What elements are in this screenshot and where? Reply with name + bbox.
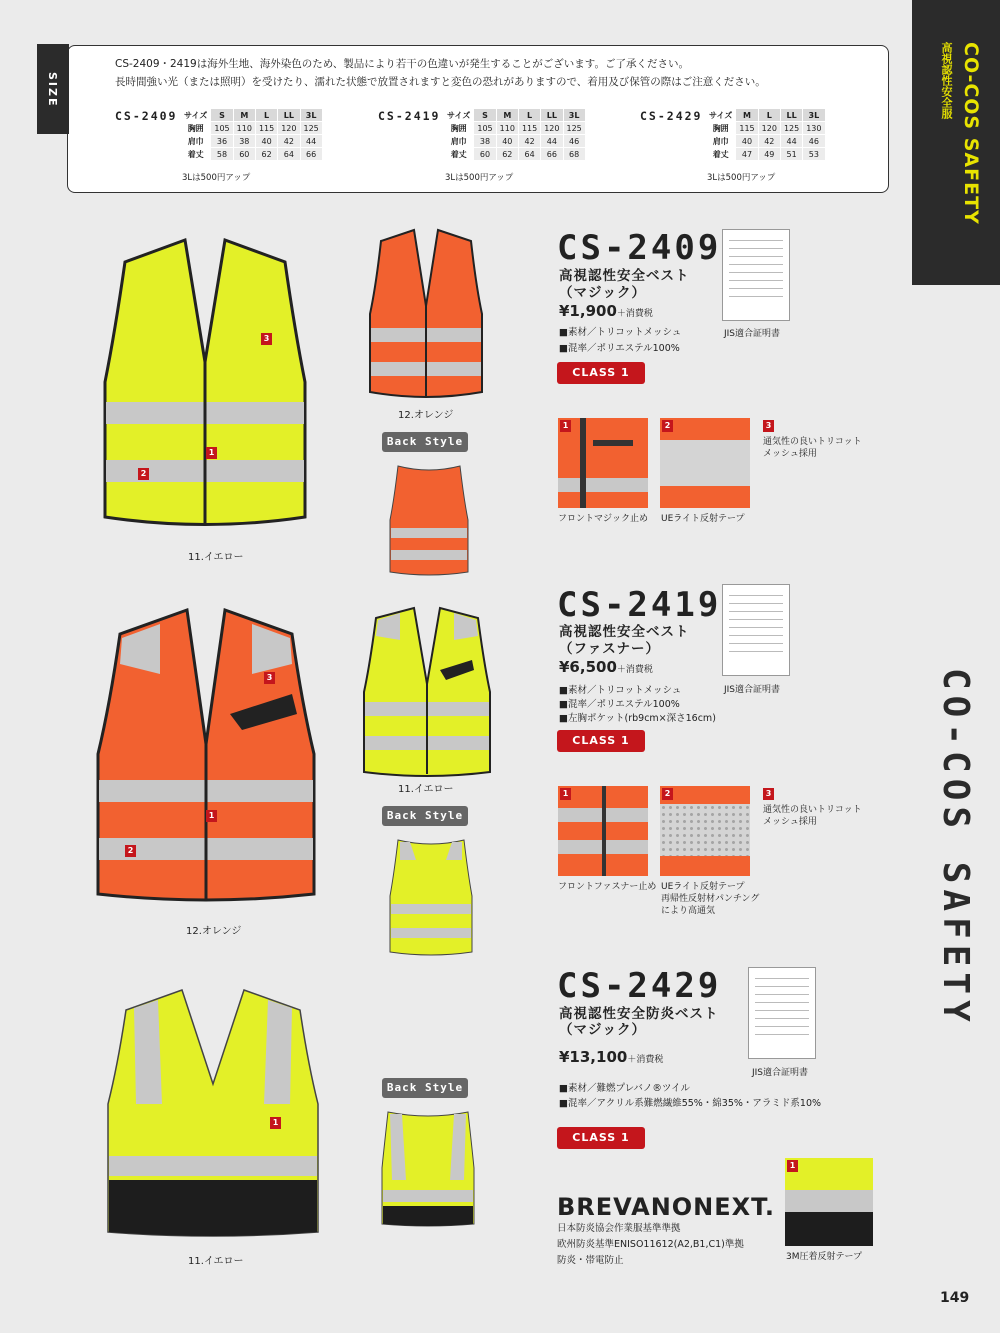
size-value-cell: 47: [736, 148, 757, 160]
color-caption: 11.イエロー: [188, 552, 244, 563]
size-header-cell: M: [497, 109, 518, 121]
size-value-cell: 62: [497, 148, 518, 160]
vest-image-alt: [360, 604, 494, 780]
size-value-cell: 120: [278, 122, 299, 134]
size-value-cell: 49: [759, 148, 780, 160]
size-value-cell: 60: [234, 148, 255, 160]
detail-caption: により高通気: [661, 906, 716, 916]
size-table-row: [706, 135, 825, 147]
size-value-cell: 36: [211, 135, 232, 147]
size-value-cell: 46: [803, 135, 824, 147]
brand-standard-line: 欧州防炎基準ENISO11612(A2,B1,C1)準拠: [557, 1239, 744, 1250]
detail-number: 3: [763, 788, 774, 800]
size-value-cell: 60: [474, 148, 495, 160]
product-name: 高視認性安全ベスト: [559, 268, 690, 284]
size-table-row: [444, 122, 585, 134]
size-tab: SIZE: [37, 44, 69, 134]
detail-photo-1: [558, 786, 648, 876]
size-value-cell: 44: [541, 135, 562, 147]
size-value-cell: 44: [781, 135, 802, 147]
color-caption: 11.イエロー: [398, 784, 454, 795]
detail-caption: メッシュ採用: [763, 817, 817, 827]
product-name: 高視認性安全防炎ベスト: [559, 1006, 719, 1022]
size-header-cell: L: [519, 109, 540, 121]
size-header-label: サイズ: [709, 110, 733, 120]
size-value-cell: 42: [759, 135, 780, 147]
detail-caption: UEライト反射テープ: [661, 882, 745, 892]
vest-image-main: [104, 984, 322, 1240]
size-value-cell: 68: [564, 148, 585, 160]
vest-back-image: [388, 460, 470, 578]
detail-caption: 再帰性反射材パンチング: [661, 894, 760, 904]
product-spec: ■混率／ポリエステル100%: [559, 699, 680, 710]
size-value-cell: 62: [256, 148, 277, 160]
detail-photo-1: [785, 1158, 873, 1246]
size-table-row: [706, 148, 825, 160]
product-spec: ■左胸ポケット(rb9cm×深さ16cm): [559, 713, 716, 724]
size-value-cell: 40: [256, 135, 277, 147]
detail-number: 3: [763, 420, 774, 432]
back-style-tag: Back Style: [382, 432, 468, 452]
size-header-cell: L: [759, 109, 780, 121]
size-row-label: 着丈: [187, 149, 204, 159]
color-caption: 11.イエロー: [188, 1256, 244, 1267]
jis-certificate-image: [722, 229, 790, 321]
detail-caption: UEライト反射テープ: [661, 514, 745, 524]
size-header-label: サイズ: [447, 110, 471, 120]
size-model-label: CS-2429: [640, 109, 703, 123]
detail-photo-1: [558, 418, 648, 508]
color-caption: 12.オレンジ: [398, 410, 454, 421]
product-price: ¥1,900＋消費税: [559, 302, 653, 320]
size-header-cell: S: [211, 109, 232, 121]
size-table-row: [181, 148, 322, 160]
detail-number: 1: [560, 420, 571, 432]
size-value-cell: 125: [301, 122, 322, 134]
size-value-cell: 120: [759, 122, 780, 134]
size-value-cell: 105: [474, 122, 495, 134]
product-name-sub: （ファスナー）: [559, 641, 660, 657]
product-spec: ■混率／アクリル系難燃繊維55%・綿35%・アラミド系10%: [559, 1098, 822, 1109]
marker-3: 3: [264, 672, 275, 684]
size-value-cell: 51: [781, 148, 802, 160]
size-value-cell: 130: [803, 122, 824, 134]
marker-2: 2: [138, 468, 149, 480]
size-value-cell: 38: [474, 135, 495, 147]
size-value-cell: 120: [541, 122, 562, 134]
size-row-label: 肩巾: [187, 136, 204, 146]
size-header-cell: LL: [781, 109, 802, 121]
size-value-cell: 64: [519, 148, 540, 160]
size-table-row: [444, 135, 585, 147]
size-value-cell: 115: [519, 122, 540, 134]
brevanonext-logo: BREVANONEXT.: [557, 1193, 776, 1221]
brand-subtitle: 高視認性安全服: [940, 42, 953, 119]
size-table-row: [181, 135, 322, 147]
size-value-cell: 125: [781, 122, 802, 134]
detail-number: 1: [787, 1160, 798, 1172]
product-price: ¥13,100＋消費税: [559, 1048, 664, 1066]
size-table-row: [706, 122, 825, 134]
detail-caption: 3M圧着反射テープ: [786, 1252, 863, 1262]
product-name-sub: （マジック）: [559, 285, 646, 301]
size-model-label: CS-2409: [115, 109, 178, 123]
detail-caption: 通気性の良いトリコット: [763, 805, 862, 815]
product-price: ¥6,500＋消費税: [559, 658, 653, 676]
marker-1: 1: [206, 447, 217, 459]
vest-image-alt: [366, 226, 486, 402]
side-brand-title: CO-COS SAFETY: [935, 668, 976, 1028]
size-value-cell: 66: [541, 148, 562, 160]
size-value-cell: 115: [256, 122, 277, 134]
size-value-cell: 58: [211, 148, 232, 160]
jis-certificate-image: [722, 584, 790, 676]
marker-3: 3: [261, 333, 272, 345]
detail-caption: 通気性の良いトリコット: [763, 437, 862, 447]
size-note: 3Lは500円アップ: [182, 173, 251, 183]
size-value-cell: 40: [736, 135, 757, 147]
cert-caption: JIS適合証明書: [724, 685, 781, 695]
size-value-cell: 64: [278, 148, 299, 160]
class-badge: CLASS 1: [557, 730, 645, 752]
size-header-cell: M: [234, 109, 255, 121]
product-model: CS-2419: [557, 585, 722, 625]
size-value-cell: 42: [519, 135, 540, 147]
cert-caption: JIS適合証明書: [752, 1068, 809, 1078]
size-row-label: 胸囲: [187, 123, 204, 133]
product-spec: ■素材／難燃プレバノ®ツイル: [559, 1083, 690, 1094]
product-spec: ■混率／ポリエステル100%: [559, 343, 680, 354]
product-name-sub: （マジック）: [559, 1022, 646, 1038]
size-table-row: [444, 148, 585, 160]
size-row-label: 着丈: [450, 149, 467, 159]
back-style-tag: Back Style: [382, 1078, 468, 1098]
product-spec: ■素材／トリコットメッシュ: [559, 685, 682, 696]
size-row-label: 肩巾: [450, 136, 467, 146]
size-row-label: 胸囲: [450, 123, 467, 133]
size-note: 3Lは500円アップ: [445, 173, 514, 183]
class-badge: CLASS 1: [557, 362, 645, 384]
detail-caption: フロントマジック止め: [558, 514, 649, 524]
detail-caption: メッシュ採用: [763, 449, 817, 459]
size-header-cell: M: [736, 109, 757, 121]
brand-standard-line: 日本防炎協会作業服基準準拠: [557, 1223, 681, 1234]
detail-number: 1: [560, 788, 571, 800]
size-value-cell: 66: [301, 148, 322, 160]
detail-photo-2: [660, 418, 750, 508]
vest-back-image: [388, 834, 474, 958]
size-table-row: [181, 122, 322, 134]
size-row-label: 着丈: [712, 149, 729, 159]
size-header-cell: 3L: [301, 109, 322, 121]
size-header-cell: L: [256, 109, 277, 121]
marker-2: 2: [125, 845, 136, 857]
brand-standard-line: 防炎・帯電防止: [557, 1255, 624, 1266]
back-style-tag: Back Style: [382, 806, 468, 826]
vest-image-main: [92, 604, 320, 906]
jis-certificate-image: [748, 967, 816, 1059]
size-value-cell: 105: [211, 122, 232, 134]
size-note: 3Lは500円アップ: [707, 173, 776, 183]
vest-image-main: [100, 232, 310, 532]
size-header-cell: S: [474, 109, 495, 121]
size-value-cell: 40: [497, 135, 518, 147]
size-value-cell: 115: [736, 122, 757, 134]
cert-caption: JIS適合証明書: [724, 329, 781, 339]
size-value-cell: 110: [234, 122, 255, 134]
brand-tab: [912, 0, 1000, 285]
detail-photo-2: [660, 786, 750, 876]
size-value-cell: 110: [497, 122, 518, 134]
size-value-cell: 125: [564, 122, 585, 134]
size-header-label: サイズ: [184, 110, 208, 120]
size-table: [443, 108, 586, 161]
size-notice-2: 長時間強い光（または照明）を受けたり、濡れた状態で放置されますと変色の恐れがありますので、着用及び保管の際はご注意ください。: [115, 76, 766, 88]
size-value-cell: 46: [564, 135, 585, 147]
class-badge: CLASS 1: [557, 1127, 645, 1149]
marker-1: 1: [270, 1117, 281, 1129]
size-value-cell: 44: [301, 135, 322, 147]
detail-number: 2: [662, 420, 673, 432]
size-header-cell: LL: [278, 109, 299, 121]
size-model-label: CS-2419: [378, 109, 441, 123]
size-row-label: 肩巾: [712, 136, 729, 146]
size-value-cell: 38: [234, 135, 255, 147]
product-name: 高視認性安全ベスト: [559, 624, 690, 640]
brand-title: CO-COS SAFETY: [960, 42, 982, 225]
page-number: 149: [940, 1290, 970, 1306]
size-header-cell: LL: [541, 109, 562, 121]
size-notice-1: CS-2409・2419は海外生地、海外染色のため、製品により若干の色違いが発生することがございます。ご了承ください。: [115, 58, 689, 70]
size-value-cell: 53: [803, 148, 824, 160]
color-caption: 12.オレンジ: [186, 926, 242, 937]
marker-1: 1: [206, 810, 217, 822]
size-header-cell: 3L: [803, 109, 824, 121]
detail-number: 2: [662, 788, 673, 800]
product-model: CS-2429: [557, 966, 722, 1006]
size-row-label: 胸囲: [712, 123, 729, 133]
size-table: [180, 108, 323, 161]
size-header-cell: 3L: [564, 109, 585, 121]
product-model: CS-2409: [557, 228, 722, 268]
size-value-cell: 42: [278, 135, 299, 147]
size-table: [705, 108, 826, 161]
product-spec: ■素材／トリコットメッシュ: [559, 327, 682, 338]
vest-back-image: [380, 1108, 476, 1228]
detail-caption: フロントファスナー止め: [558, 882, 657, 892]
